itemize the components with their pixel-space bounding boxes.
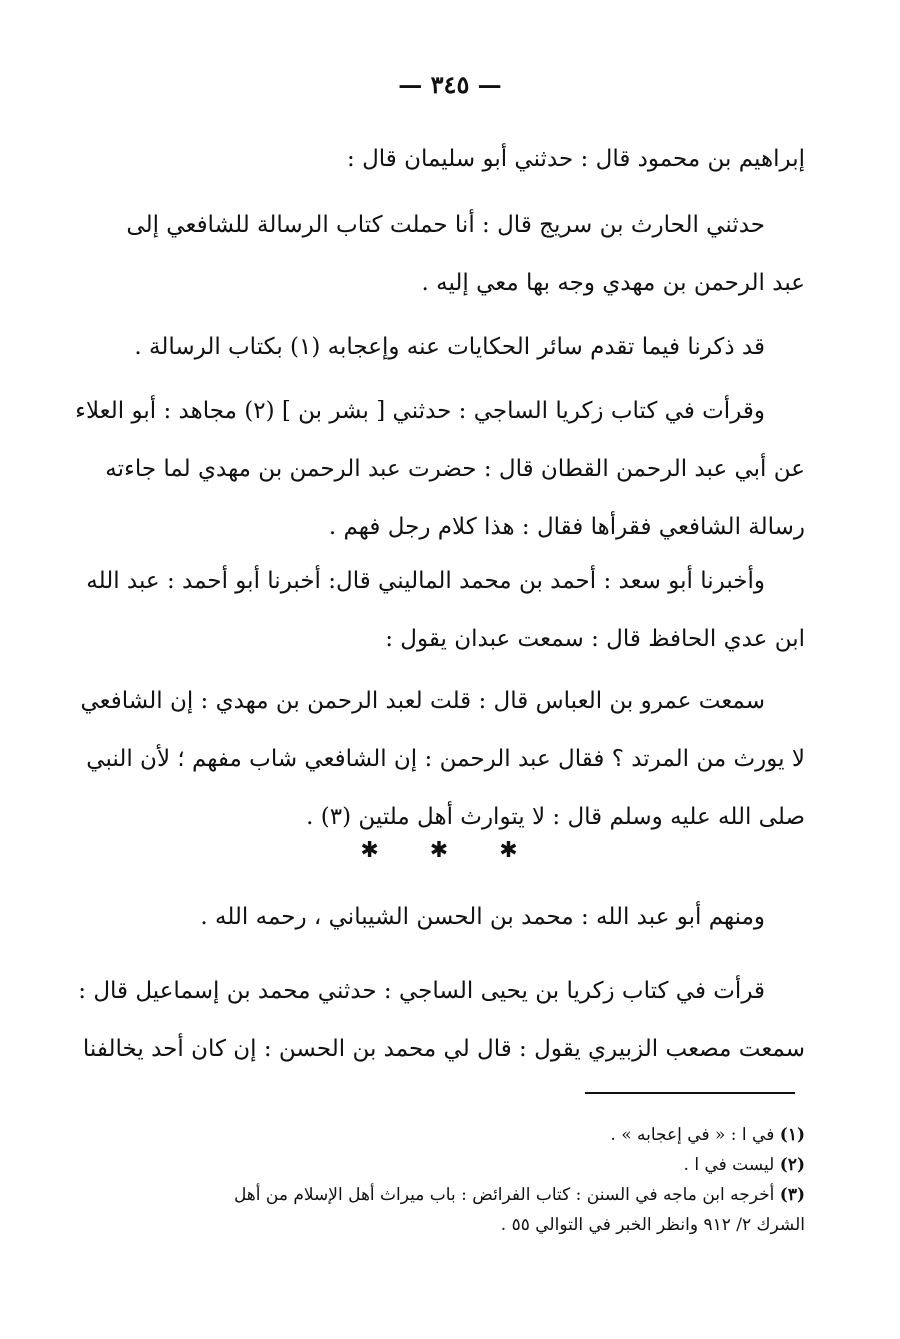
text-line: حدثني الحارث بن سريج قال : أنا حملت كتاب الرسالة للشافعي إلى [126,212,765,238]
text-line: رسالة الشافعي فقرأها فقال : هذا كلام رجل فهم . [328,514,805,540]
text-line: قرأت في كتاب زكريا بن يحيى الساجي : حدثني محمد بن إسماعيل قال : [78,978,765,1004]
text-line: وقرأت في كتاب زكريا الساجي : حدثني [ بشر بن ] (٢) مجاهد : أبو العلاء [75,398,765,424]
paragraph-3 [130,318,805,376]
text-line: إبراهيم بن محمود قال : حدثني أبو سليمان قال : [347,146,805,172]
text-line: عن أبي عبد الرحمن القطان قال : حضرت عبد الرحمن بن مهدي لما جاءته [105,456,805,482]
paragraph-5 [86,552,805,668]
footnote-text: أخرجه ابن ماجه في السنن : كتاب الفرائض : باب ميراث أهل الإسلام من أهل [233,1185,775,1205]
footnote-number: (٣) [779,1185,805,1205]
footnotes [130,1120,805,1240]
paragraph-8 [78,962,805,1078]
footnote-text: في ا : « في إعجابه » . [610,1125,775,1145]
text-line: صلى الله عليه وسلم قال : لا يتوارث أهل ملتين (٣) . [306,804,805,830]
text-line: عبد الرحمن بن مهدي وجه بها معي إليه . [421,270,805,296]
footnote-number: (٢) [779,1155,805,1175]
footnote-separator [585,1092,795,1094]
paragraph-6 [80,672,805,846]
section-divider-stars: ✱ ✱ ✱ [360,838,540,863]
text-line: ابن عدي الحافظ قال : سمعت عبدان يقول : [385,626,805,652]
text-line: سمعت مصعب الزبيري يقول : قال لي محمد بن الحسن : إن كان أحد يخالفنا [82,1036,805,1062]
paragraph-4 [75,382,805,556]
text-line: وأخبرنا أبو سعد : أحمد بن محمد الماليني قال: أخبرنا أبو أحمد : عبد الله [86,568,765,594]
text-line: سمعت عمرو بن العباس قال : قلت لعبد الرحمن بن مهدي : إن الشافعي [80,688,765,714]
footnote-3 [130,1180,805,1210]
footnote-text: ليست في ا . [683,1155,775,1175]
text-line: قد ذكرنا فيما تقدم سائر الحكايات عنه وإعجابه (١) بكتاب الرسالة . [134,334,765,360]
paragraph-1 [130,130,805,188]
text-line: ومنهم أبو عبد الله : محمد بن الحسن الشيباني ، رحمه الله . [200,904,765,930]
footnote-1 [130,1120,805,1150]
footnote-2 [130,1150,805,1180]
text-line: لا يورث من المرتد ؟ فقال عبد الرحمن : إن الشافعي شاب مفهم ؛ لأن النبي [86,746,805,772]
page-number: — ٣٤٥ — [398,70,502,99]
footnote-text: الشرك ٢/ ٩١٢ وانظر الخبر في التوالي ٥٥ . [500,1215,805,1235]
footnote-3-continued [130,1210,805,1240]
paragraph-7 [130,888,805,946]
paragraph-2 [126,196,805,312]
footnote-number: (١) [779,1125,805,1145]
